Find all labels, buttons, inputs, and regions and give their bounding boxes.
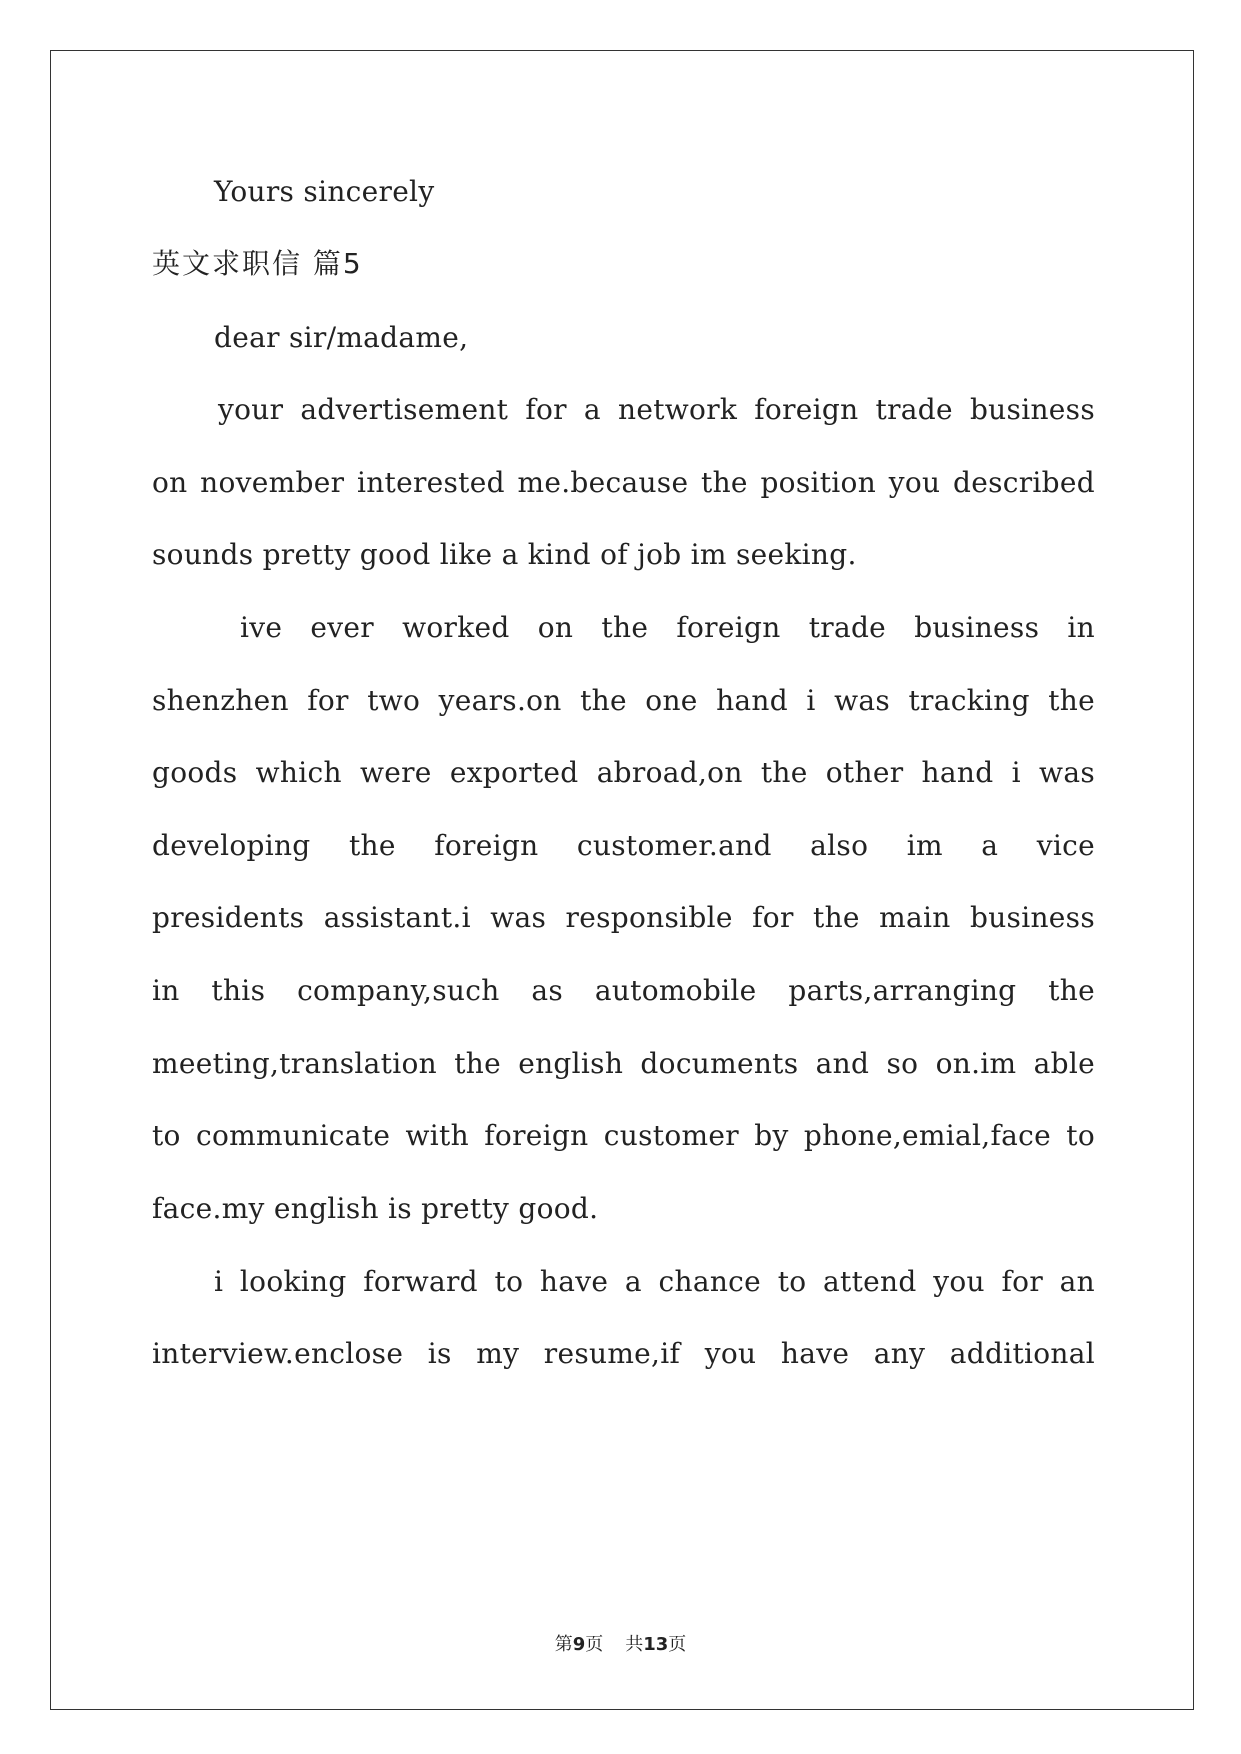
paragraph-line: your advertisement for a network foreign trade business	[218, 393, 1095, 426]
paragraph-line: shenzhen for two years.on the one hand i was tracking the	[152, 684, 1095, 717]
page-border	[50, 50, 1194, 1710]
salutation: dear sir/madame,	[214, 321, 469, 354]
paragraph-line: goods which were exported abroad,on the other hand i was	[152, 756, 1095, 789]
page-prefix: 第	[554, 1634, 573, 1655]
page-suffix: 页	[585, 1634, 604, 1655]
paragraph-line: in this company,such as automobile parts,arranging the	[152, 974, 1095, 1007]
paragraph-line: to communicate with foreign customer by phone,emial,face to	[152, 1119, 1095, 1152]
total-pages: 13	[643, 1634, 669, 1655]
paragraph-line: face.my english is pretty good.	[152, 1192, 599, 1225]
page-footer	[0, 1630, 1241, 1656]
paragraph-line: on november interested me.because the position you described	[152, 466, 1095, 499]
paragraph-line: sounds pretty good like a kind of job im seeking.	[152, 538, 857, 571]
page-number: 9	[572, 1634, 586, 1655]
paragraph-line: ive ever worked on the foreign trade business in	[240, 611, 1095, 644]
paragraph-line: developing the foreign customer.and also im a vice	[152, 829, 1095, 862]
paragraph-line: meeting,translation the english documents and so on.im able	[152, 1047, 1095, 1080]
closing-line: Yours sincerely	[214, 175, 435, 208]
total-prefix: 共	[625, 1634, 644, 1655]
total-suffix: 页	[668, 1634, 687, 1655]
paragraph-line: presidents assistant.i was responsible for the main business	[152, 901, 1095, 934]
section-heading: 英文求职信 篇5	[152, 247, 363, 280]
paragraph-line: interview.enclose is my resume,if you have any additional	[152, 1337, 1095, 1370]
paragraph-line: i looking forward to have a chance to attend you for an	[214, 1265, 1095, 1298]
